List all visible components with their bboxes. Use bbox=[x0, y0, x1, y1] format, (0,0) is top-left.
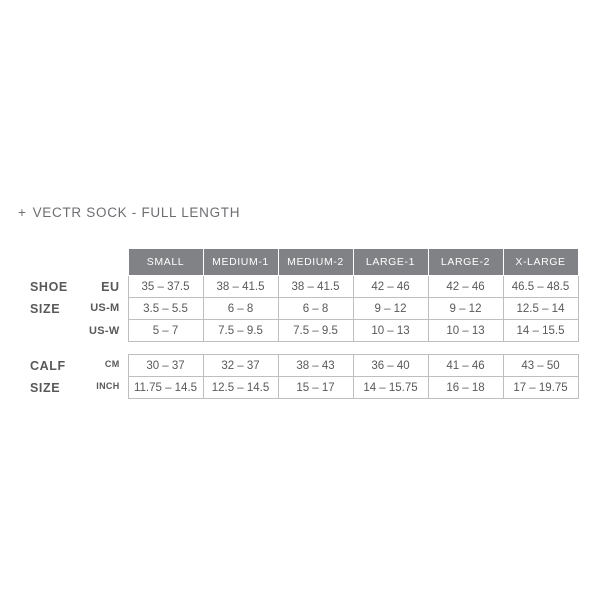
table-cell: 9 – 12 bbox=[428, 298, 503, 320]
size-chart bbox=[30, 248, 578, 399]
row-label-cm-text: CM bbox=[104, 358, 120, 369]
table-cell: 7.5 – 9.5 bbox=[278, 320, 353, 342]
column-header: X-LARGE bbox=[503, 249, 578, 276]
table-cell: 10 – 13 bbox=[428, 320, 503, 342]
row-label-eu bbox=[30, 276, 128, 298]
table-row bbox=[30, 276, 578, 298]
column-header: MEDIUM-2 bbox=[278, 249, 353, 276]
row-label-eu-text: EU bbox=[101, 279, 120, 294]
table-cell: 43 – 50 bbox=[503, 355, 578, 377]
size-table bbox=[30, 248, 579, 399]
column-header: LARGE-1 bbox=[353, 249, 428, 276]
expand-plus-icon: + bbox=[18, 205, 27, 220]
corner-cell bbox=[30, 249, 128, 276]
row-label-us-m-text: US-M bbox=[90, 301, 120, 314]
table-cell: 38 – 43 bbox=[278, 355, 353, 377]
table-cell: 10 – 13 bbox=[353, 320, 428, 342]
section-spacer bbox=[30, 342, 578, 355]
table-row bbox=[30, 377, 578, 399]
table-cell: 11.75 – 14.5 bbox=[128, 377, 203, 399]
table-cell: 7.5 – 9.5 bbox=[203, 320, 278, 342]
section-label-shoe-size-line2: SIZE bbox=[30, 301, 61, 316]
table-cell: 32 – 37 bbox=[203, 355, 278, 377]
row-label-cm bbox=[30, 355, 128, 377]
spacer-cell bbox=[30, 342, 578, 355]
row-label-inch bbox=[30, 377, 128, 399]
table-row bbox=[30, 355, 578, 377]
table-header-row bbox=[30, 249, 578, 276]
table-cell: 46.5 – 48.5 bbox=[503, 276, 578, 298]
table-cell: 3.5 – 5.5 bbox=[128, 298, 203, 320]
table-cell: 14 – 15.75 bbox=[353, 377, 428, 399]
row-label-inch-text: INCH bbox=[96, 380, 120, 391]
table-cell: 35 – 37.5 bbox=[128, 276, 203, 298]
row-label-us-m bbox=[30, 298, 128, 320]
section-label-calf-size-line2: SIZE bbox=[30, 380, 61, 395]
column-header: LARGE-2 bbox=[428, 249, 503, 276]
row-label-us-w: US-W bbox=[88, 324, 120, 337]
table-cell: 5 – 7 bbox=[128, 320, 203, 342]
table-cell: 14 – 15.5 bbox=[503, 320, 578, 342]
table-cell: 12.5 – 14 bbox=[503, 298, 578, 320]
table-cell: 42 – 46 bbox=[353, 276, 428, 298]
section-label-shoe-size-line1: SHOE bbox=[30, 279, 68, 294]
table-cell: 12.5 – 14.5 bbox=[203, 377, 278, 399]
table-cell: 9 – 12 bbox=[353, 298, 428, 320]
table-cell: 17 – 19.75 bbox=[503, 377, 578, 399]
table-row bbox=[30, 298, 578, 320]
column-header: MEDIUM-1 bbox=[203, 249, 278, 276]
table-cell: 41 – 46 bbox=[428, 355, 503, 377]
table-cell: 30 – 37 bbox=[128, 355, 203, 377]
table-cell: 42 – 46 bbox=[428, 276, 503, 298]
table-cell: 16 – 18 bbox=[428, 377, 503, 399]
page-title bbox=[18, 205, 240, 220]
table-row bbox=[30, 320, 578, 342]
section-label-calf-size-line1: CALF bbox=[30, 358, 66, 373]
table-cell: 6 – 8 bbox=[203, 298, 278, 320]
page-title-text: VECTR SOCK - FULL LENGTH bbox=[32, 205, 241, 220]
table-cell: 15 – 17 bbox=[278, 377, 353, 399]
table-cell: 36 – 40 bbox=[353, 355, 428, 377]
column-header: SMALL bbox=[128, 249, 203, 276]
table-cell: 38 – 41.5 bbox=[203, 276, 278, 298]
table-cell: 6 – 8 bbox=[278, 298, 353, 320]
table-cell: 38 – 41.5 bbox=[278, 276, 353, 298]
